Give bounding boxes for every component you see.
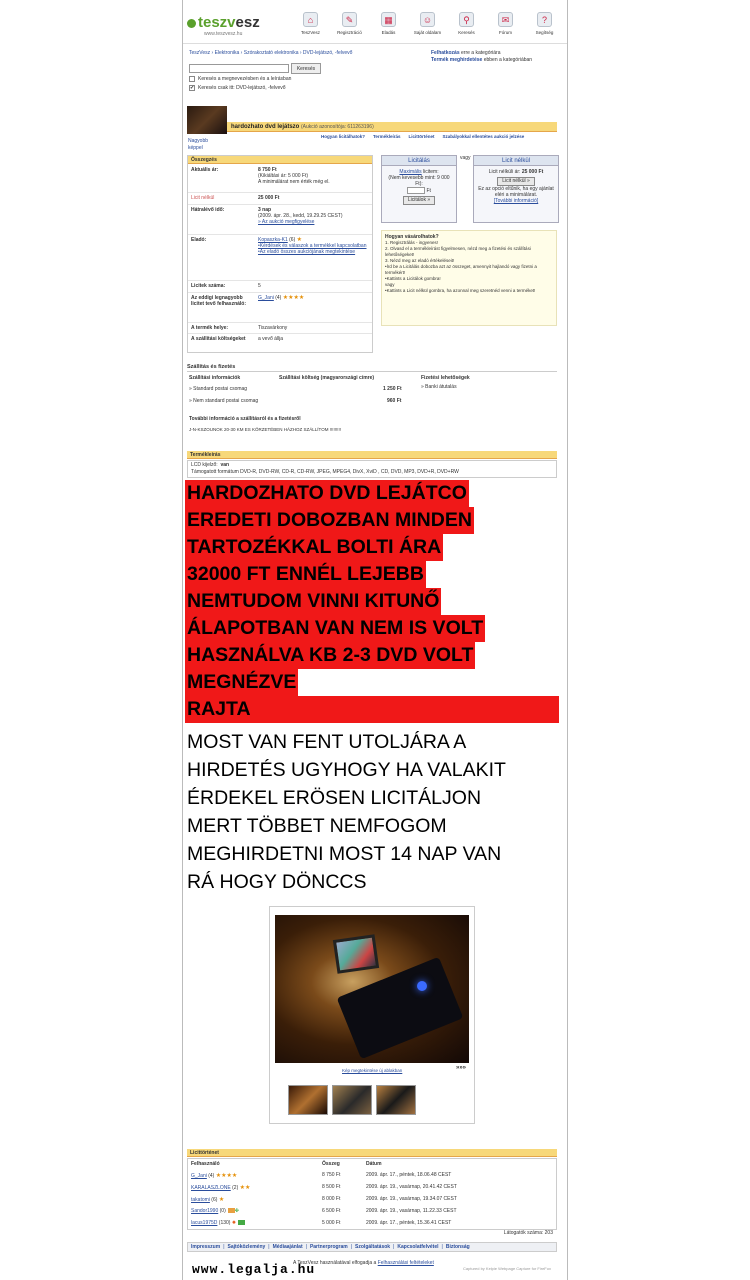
col-user: Felhasználó: [191, 1161, 220, 1167]
pencil-icon: ✎: [342, 12, 357, 27]
time-left-row: [188, 205, 372, 235]
location-row: [188, 323, 372, 334]
table-row: [188, 1181, 556, 1193]
high-bidder-row: [188, 293, 372, 323]
nav-register[interactable]: [330, 12, 369, 35]
logo-text-prefix: teszv: [198, 14, 236, 31]
search-input[interactable]: [189, 64, 289, 73]
nav-label: Saját oldalam: [413, 30, 442, 35]
buy-now-button[interactable]: Licit nélkül »: [497, 177, 535, 186]
bid-amount: 8 750 Ft: [322, 1172, 341, 1178]
visitor-count: Látogatók száma: 203: [503, 1230, 553, 1236]
nav-label: Regisztráció: [337, 30, 362, 35]
or-label: vagy: [460, 155, 471, 161]
photo-thumbnail[interactable]: [376, 1085, 416, 1115]
checkbox[interactable]: [189, 76, 195, 82]
buy-now-price: 25 000 Ft: [521, 169, 544, 175]
how-step: 2. Olvasd el a termékleírást figyelmesen, nézd meg a fizetési és szállítási lehetőségeket!: [385, 246, 531, 257]
buy-now-heading: Licit nélkül: [474, 156, 558, 166]
row-value: [258, 195, 370, 201]
footer-link[interactable]: Kapcsolatfelvétel: [397, 1244, 439, 1250]
bid-date: 2009. ápr. 17., péntek, 15.36.41 CEST: [366, 1220, 452, 1226]
bidder-link[interactable]: lacus1975D: [191, 1220, 218, 1226]
star-icon: ★★: [239, 1185, 251, 1191]
bidder-score: (6): [211, 1197, 218, 1203]
bidder-score: (130): [218, 1220, 231, 1226]
max-bid-link[interactable]: Maximális: [399, 169, 422, 175]
nav-home[interactable]: [291, 12, 330, 35]
bidder-link[interactable]: KARALASZLONE: [191, 1185, 231, 1191]
item-title: [231, 124, 374, 130]
nav-label: TeszVesz: [300, 30, 320, 35]
bid-count-row: [188, 281, 372, 293]
how-step: 1. Regisztrálás - ingyenes!: [385, 240, 439, 245]
shipping-col-info: Szállítási információk: [189, 375, 241, 381]
bid-amount: 8 000 Ft: [322, 1196, 341, 1202]
breadcrumb[interactable]: TeszVesz › Elektronika › Szórakoztató elektronika › DVD-lejátszó, -felvevő: [189, 50, 353, 56]
logo-text-suffix: esz: [235, 14, 260, 31]
seller-badge-icon: [238, 1220, 245, 1225]
new-user-icon: [228, 1208, 235, 1213]
end-date: (2009. ápr. 28., kedd, 19.29.25 CEST): [258, 213, 343, 219]
watch-auction-link[interactable]: » Az aukció megfigyelése: [258, 219, 315, 225]
footer-links: Impresszum | Sajtóközlemény | Médiaajánlat | Partnerprogram | Szolgáltatások | Kapcsolatfelvétel | Biztonság: [187, 1242, 557, 1252]
how-to-bid-link[interactable]: Hogyan licitálhatok?: [321, 134, 366, 139]
table-row: [188, 1193, 556, 1205]
how-step: •Írd be a Licitálás dobozba azt az összeget, amennyit hajlandó vagy fizetni a termékért!: [385, 264, 537, 275]
shipping-col-payment: Fizetési lehetőségek: [421, 375, 470, 381]
bid-amount: 5 000 Ft: [322, 1220, 341, 1226]
bigger-photo-link[interactable]: [188, 138, 208, 152]
bid-history-heading: Licittörténet: [187, 1149, 557, 1157]
search-button[interactable]: Keresés: [291, 63, 321, 74]
photo-thumbnail[interactable]: [288, 1085, 328, 1115]
user-page-icon: ☺: [420, 12, 435, 27]
bidder-score: (4): [208, 1173, 215, 1179]
description-highlight: [185, 480, 559, 724]
time-left: 3 nap: [258, 207, 272, 213]
row-value: [258, 207, 370, 225]
nav-forum[interactable]: [486, 12, 525, 35]
nav-label: Segítség: [535, 30, 554, 35]
reserve-note: A minimálárat nem érték még el.: [258, 179, 330, 185]
how-step: 3. Nézd meg az eladó értékeléseit!: [385, 258, 455, 263]
how-step: •Kattints a Licitálok gombra!: [385, 276, 441, 281]
dvd-player-screen: [333, 934, 379, 974]
sell-in-category-link[interactable]: Termék meghirdetése: [431, 57, 483, 63]
forum-icon: ✉: [498, 12, 513, 27]
description-link[interactable]: Termékleírás: [373, 134, 401, 139]
logo-dot-icon: [187, 19, 196, 28]
seller-row: [188, 235, 372, 281]
how-to-buy-title: Hogyan vásárolhatok?: [385, 234, 439, 240]
bidder-score: (2): [232, 1185, 239, 1191]
seller-auctions-link[interactable]: •Az eladó összes aukciójának megtekintése: [258, 249, 356, 255]
dvd-player-led: [417, 981, 427, 991]
nav-my-page[interactable]: [408, 12, 447, 35]
bigger-text: Nagyobb: [188, 138, 209, 144]
bid-amount: 6 500 Ft: [322, 1208, 341, 1214]
shipping-cost: 960 Ft: [387, 398, 402, 404]
bid-date: 2009. ápr. 19., vasárnap, 19.34.07 CEST: [366, 1196, 457, 1202]
watermark: www.legalja.hu: [192, 1262, 316, 1277]
terms-text: A TeszVesz használatával elfogadja a: [293, 1260, 378, 1266]
subscribe-link[interactable]: Felhatkozás: [431, 50, 460, 56]
bid-amount: 8 500 Ft: [322, 1184, 341, 1190]
star-icon: ★★★★: [282, 295, 305, 301]
footer-link[interactable]: Biztonság: [445, 1244, 470, 1250]
shipping-cost: 1 250 Ft: [383, 386, 402, 392]
table-row: [188, 1169, 556, 1181]
nav-search[interactable]: [447, 12, 486, 35]
description-heading: Termékleírás: [187, 451, 557, 459]
shipping-payer: a vevő állja: [258, 336, 284, 342]
main-nav: [291, 12, 564, 35]
description-attributes: [187, 460, 557, 478]
page: [182, 0, 568, 1280]
description-line: HASZNÁLVA KB 2-3 DVD VOLT: [185, 642, 475, 669]
description-line: HARDOZHATO DVD LEJÁTCO: [185, 480, 469, 507]
subscribe-text: erre a kategóriára: [459, 50, 501, 56]
open-photo-link[interactable]: Kép megtekintése új ablakban: [342, 1068, 403, 1073]
bid-date: 2009. ápr. 17., péntek, 18.06.48 CEST: [366, 1172, 452, 1178]
shipping-col-cost: Szállítási költség (magyarországi címre): [279, 375, 375, 381]
lcd-value: van: [220, 462, 230, 468]
nav-help[interactable]: [525, 12, 564, 35]
auction-id: (Aukció azonosítója: 611263196): [301, 124, 374, 130]
terms-link[interactable]: Felhasználási feltételeket: [377, 1260, 434, 1266]
shipping-cost-row: [188, 334, 372, 352]
search-icon: ⚲: [459, 12, 474, 27]
description-line: MEGNÉZVE: [185, 669, 298, 696]
nav-label: Keresés: [458, 30, 475, 35]
search-option-description[interactable]: [189, 76, 291, 82]
row-label: A szállítási költségeket: [191, 336, 246, 342]
bid-box: [381, 155, 457, 223]
summary-table: [187, 155, 373, 353]
row-label: Aktuális ár:: [191, 167, 219, 173]
col-date: Dátum: [366, 1161, 382, 1167]
summary-heading: Összegzés: [188, 156, 372, 164]
bid-history-link[interactable]: Licittörténet: [408, 134, 435, 139]
next-photos-icon[interactable]: »»»: [456, 1065, 467, 1071]
place-bid-button[interactable]: Licitálok »: [403, 196, 435, 205]
max-bid-text: licitem:: [421, 169, 439, 175]
site-logo[interactable]: [187, 14, 260, 31]
row-value: [258, 237, 370, 255]
item-location: Tiszavárkony: [258, 325, 288, 331]
photo-gallery: [269, 906, 475, 1124]
description-line: NEMTUDOM VINNI KITUNŐ: [185, 588, 441, 615]
shipping-option: » Standard postai csomag: [189, 386, 248, 392]
buy-now-label: Licit nélküli ár:: [488, 169, 522, 175]
clover-icon: ✤: [234, 1208, 239, 1214]
payment-option: » Banki átutalás: [421, 384, 457, 390]
row-label: Licit nélkül: [191, 195, 215, 201]
shipping-more-title: További információ a szállításról és a fizetésről: [189, 416, 301, 422]
header: [183, 0, 568, 44]
row-label: A termék helye:: [191, 325, 229, 331]
seller-score: (6): [287, 237, 297, 243]
bidder-link[interactable]: takatomi: [191, 1197, 210, 1203]
supported-formats: Támogatott formátum DVD-R, DVD-RW, CD-R, CD-RW, JPEG, MPEG4, DivX, XviD , CD, DVD, MP3, DVD+R, DVD+RW: [191, 469, 459, 475]
col-amount: Összeg: [322, 1161, 340, 1167]
row-label: Licitek száma:: [191, 283, 226, 289]
min-bid-note: (Nem kevesebb mint: 9 000 Ft):: [388, 175, 450, 187]
bid-history-table: [187, 1158, 557, 1230]
sell-icon: ▦: [381, 12, 396, 27]
footer-link[interactable]: Partnerprogram: [309, 1244, 348, 1250]
how-to-buy-box: [381, 230, 557, 326]
buy-now-row: [188, 193, 372, 205]
capture-credit: Captured by Kelpie Webpage Capture for FireFox: [463, 1266, 551, 1271]
report-link[interactable]: Szabályokkal ellentétes aukció jelzése: [442, 134, 525, 139]
bidder-link[interactable]: Sandor1990: [191, 1208, 219, 1214]
dvd-player-body: [337, 957, 464, 1059]
table-row: [188, 1217, 556, 1229]
item-sublinks: [321, 134, 524, 139]
photo-thumbnail[interactable]: [332, 1085, 372, 1115]
bidder-score: (0): [219, 1208, 226, 1214]
bid-amount-input[interactable]: [407, 187, 425, 194]
footer-link[interactable]: Médiaajánlat: [272, 1244, 303, 1250]
home-icon: ⌂: [303, 12, 318, 27]
photo-text: képpel: [188, 145, 203, 151]
checkbox-label: Keresés csak itt: DVD-lejátszó, -felvevő: [198, 85, 286, 91]
item-thumbnail[interactable]: [187, 106, 227, 134]
main-photo[interactable]: [275, 915, 469, 1063]
description-line: TARTOZÉKKAL BOLTI ÁRA: [185, 534, 443, 561]
how-step: •Kattints a Licit nélkül gombra, ha azonnal meg szeretnéd venni a terméket!: [385, 288, 536, 293]
current-price: 8 750 Ft: [258, 167, 277, 173]
sell-in-category-text: ebben a kategóriában: [482, 57, 533, 63]
description-text: MOST VAN FENT UTOLJÁRA A HIRDETÉS UGYHOGY HA VALAKIT ÉRDEKEL ERÖSEN LICITÁLJON MERT TÖBBET NEMFOGOM MEGHIRDETNI MOST 14 NAP VAN RÁ HOGY DÖNCCS: [187, 731, 506, 893]
bid-date: 2009. ápr. 19., vasárnap, 20.41.42 CEST: [366, 1184, 457, 1190]
star-icon: ★★★★: [215, 1173, 238, 1179]
description-line: ÁLAPOTBAN VAN NEM IS VOLT: [185, 615, 485, 642]
item-title-text: hardozhato dvd lejátszo: [231, 124, 300, 130]
row-label: Hátralévő idő:: [191, 207, 225, 213]
star-icon: ★: [218, 1197, 225, 1203]
bid-count: 5: [258, 283, 261, 289]
nav-label: Eladás: [381, 30, 396, 35]
logo-url: www.teszvesz.hu: [204, 31, 243, 37]
row-value: [258, 167, 370, 185]
buy-now-box: [473, 155, 559, 223]
bid-date: 2009. ápr. 19., vasárnap, 11.22.33 CEST: [366, 1208, 457, 1214]
bid-box-heading: Licitálás: [382, 156, 456, 166]
table-row: [188, 1205, 556, 1217]
buy-now-price: 25 000 Ft: [258, 195, 280, 201]
nav-sell[interactable]: [369, 12, 408, 35]
checkbox-checked[interactable]: ✔: [190, 85, 195, 91]
search-option-category[interactable]: [189, 85, 286, 91]
description-line: 32000 FT ENNÉL LEJEBB: [185, 561, 426, 588]
nav-label: Fórum: [498, 30, 512, 35]
high-bidder-link[interactable]: G_Jani: [258, 295, 274, 301]
how-step: vagy: [385, 282, 395, 287]
row-label: Eladó:: [191, 237, 207, 243]
lcd-label: LCD kijelző:: [191, 462, 218, 468]
current-price-row: [188, 165, 372, 193]
sun-star-icon: ✹: [231, 1220, 237, 1226]
seller-link[interactable]: Kopaszka-K1: [258, 237, 288, 243]
shipping-note: J-N-KSZOUNOK 20-30 KM ES KÖRZETÉBEN HÁZHOZ SZÁLLÍTOM !!!!!!!!!: [189, 427, 341, 432]
category-links: [431, 50, 532, 64]
description-line: EREDETI DOBOZBAN MINDEN: [185, 507, 474, 534]
more-info-link[interactable]: [További információ]: [493, 198, 539, 204]
star-icon: ★: [296, 237, 303, 243]
starting-price: (Kikiáltási ár: 5 000 Ft): [258, 173, 309, 179]
footer-link[interactable]: Szolgáltatások: [355, 1244, 391, 1250]
bidder-link[interactable]: G_Jani: [191, 1173, 207, 1179]
row-value: [258, 295, 370, 301]
high-bidder-score: (4): [273, 295, 283, 301]
checkbox-label: Keresés a megnevezésben és a leírásban: [198, 76, 292, 82]
currency-label: Ft: [426, 187, 431, 194]
shipping-option: » Nem standard postai csomag: [189, 398, 259, 404]
footer-link[interactable]: Impresszum: [191, 1244, 221, 1250]
footer-link[interactable]: Sajtóközlemény: [227, 1244, 266, 1250]
buy-now-note: Ez az opció eltűnik, ha egy ajánlat eléri a minimálárat.: [478, 186, 554, 198]
help-icon: ?: [537, 12, 552, 27]
shipping-heading: Szállítás és fizetés: [187, 362, 557, 372]
description-line: RAJTA: [185, 696, 559, 723]
row-label: Az eddigi legnagyobb licitet tevő felhasználó:: [191, 295, 247, 307]
questions-link[interactable]: •Kérdések és válaszok a termékkel kapcsolatban: [258, 243, 367, 249]
